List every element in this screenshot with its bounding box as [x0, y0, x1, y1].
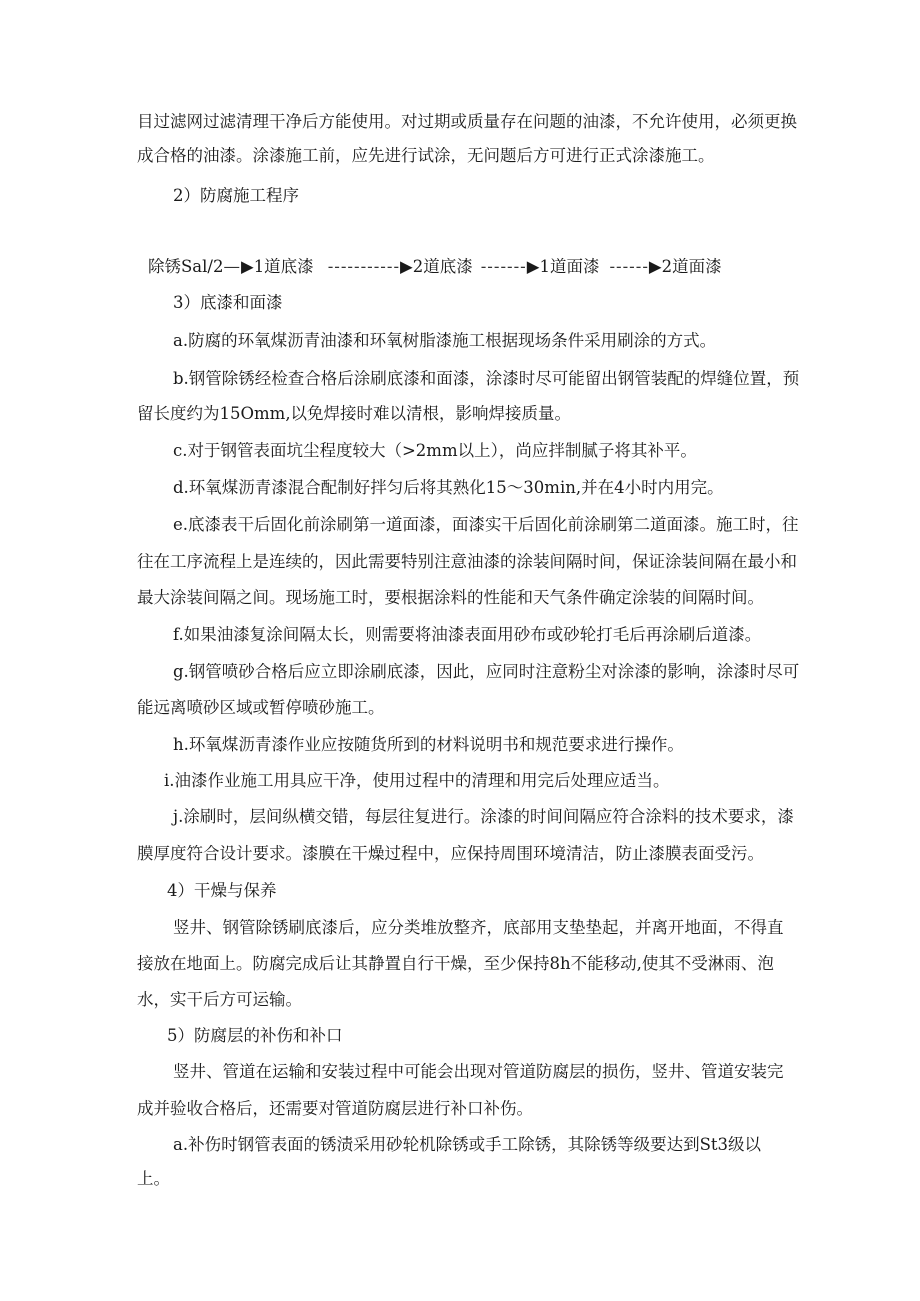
paragraph-line: 上。 — [137, 1169, 170, 1188]
paragraph-line: 往在工序流程上是连续的，因此需要特别注意油漆的涂装间隔时间，保证涂装间隔在最小和 — [137, 552, 797, 571]
paragraph-line: 目过滤网过滤清理干净后方能使用。对过期或质量存在问题的油漆，不允许使用，必须更换 — [137, 112, 797, 131]
arrow-icon: ▶ — [526, 257, 540, 276]
section-heading: 5）防腐层的补伤和补口 — [167, 1026, 343, 1045]
paragraph-line: j.涂刷时，层间纵横交错，每层往复进行。涂漆的时间间隔应符合涂料的技术要求，漆 — [173, 807, 794, 826]
paragraph-line: 成并验收合格后，还需要对管道防腐层进行补口补伤。 — [137, 1099, 533, 1118]
paragraph-line: 竖井、钢管除锈刷底漆后，应分类堆放整齐，底部用支垫垫起，并离开地面，不得直 — [173, 918, 784, 937]
arrow-icon: ▶ — [648, 257, 662, 276]
flow-connector: — — [223, 257, 241, 276]
paragraph-line: 竖井、管道在运输和安装过程中可能会出现对管道防腐层的损伤，竖井、管道安装完 — [173, 1062, 784, 1081]
paragraph-line: 留长度约为15Omm,以免焊接时难以清根，影响焊接质量。 — [137, 404, 572, 423]
paragraph-line: f.如果油漆复涂间隔太长，则需要将油漆表面用砂布或砂轮打毛后再涂刷后道漆。 — [173, 625, 762, 644]
paragraph-line: 水，实干后方可运输。 — [137, 990, 302, 1009]
flow-connector: ----------- — [327, 257, 401, 276]
section-heading: 3）底漆和面漆 — [173, 293, 283, 312]
arrow-icon: ▶ — [400, 257, 413, 276]
paragraph-line: 最大涂装间隔之间。现场施工时，要根据涂料的性能和天气条件确定涂装的间隔时间。 — [137, 588, 764, 607]
flow-step: 1道面漆 — [539, 257, 600, 276]
paragraph-line: 接放在地面上。防腐完成后让其静置自行干燥，至少保持8h不能移动,使其不受淋雨、泡 — [137, 954, 774, 973]
arrow-icon: ▶ — [240, 257, 254, 276]
process-flow — [148, 256, 722, 278]
flow-step: 2道底漆 — [412, 257, 473, 276]
section-heading: 2）防腐施工程序 — [173, 186, 299, 205]
paragraph-line: g.钢管喷砂合格后应立即涂刷底漆，因此，应同时注意粉尘对涂漆的影响，涂漆时尽可 — [173, 662, 800, 681]
section-heading: 4）干燥与保养 — [167, 881, 277, 900]
paragraph-line: d.环氧煤沥青漆混合配制好拌匀后将其熟化15～30min,并在4小时内用完。 — [173, 478, 724, 497]
flow-step: 除锈Sal/2 — [148, 257, 224, 276]
paragraph-line: 能远离喷砂区域或暂停喷砂施工。 — [137, 698, 385, 717]
paragraph-line: e.底漆表干后固化前涂刷第一道面漆，面漆实干后固化前涂刷第二道面漆。施工时，往 — [173, 515, 799, 534]
paragraph-line: c.对于钢管表面坑尘程度较大（>2mm以上），尚应拌制腻子将其补平。 — [173, 441, 697, 460]
paragraph-line: 成合格的油漆。涂漆施工前，应先进行试涂，无问题后方可进行正式涂漆施工。 — [137, 146, 715, 165]
paragraph-line: a.防腐的环氧煤沥青油漆和环氧树脂漆施工根据现场条件采用刷涂的方式。 — [173, 331, 717, 350]
flow-connector: ------- — [480, 257, 527, 276]
paragraph-line: b.钢管除锈经检查合格后涂刷底漆和面漆，涂漆时尽可能留出钢管装配的焊缝位置，预 — [173, 369, 800, 388]
flow-connector: ------ — [609, 257, 649, 276]
paragraph-line: 膜厚度符合设计要求。漆膜在干燥过程中，应保持周围环境清洁，防止漆膜表面受污。 — [137, 844, 764, 863]
flow-step: 2道面漆 — [661, 257, 722, 276]
flow-step: 1道底漆 — [253, 257, 314, 276]
paragraph-line: h.环氧煤沥青漆作业应按随货所到的材料说明书和规范要求进行操作。 — [173, 735, 684, 754]
paragraph-line: i.油漆作业施工用具应干净，使用过程中的清理和用完后处理应适当。 — [164, 771, 670, 790]
paragraph-line: a.补伤时钢管表面的锈渍采用砂轮机除锈或手工除锈，其除锈等级要达到St3级以 — [173, 1135, 762, 1154]
